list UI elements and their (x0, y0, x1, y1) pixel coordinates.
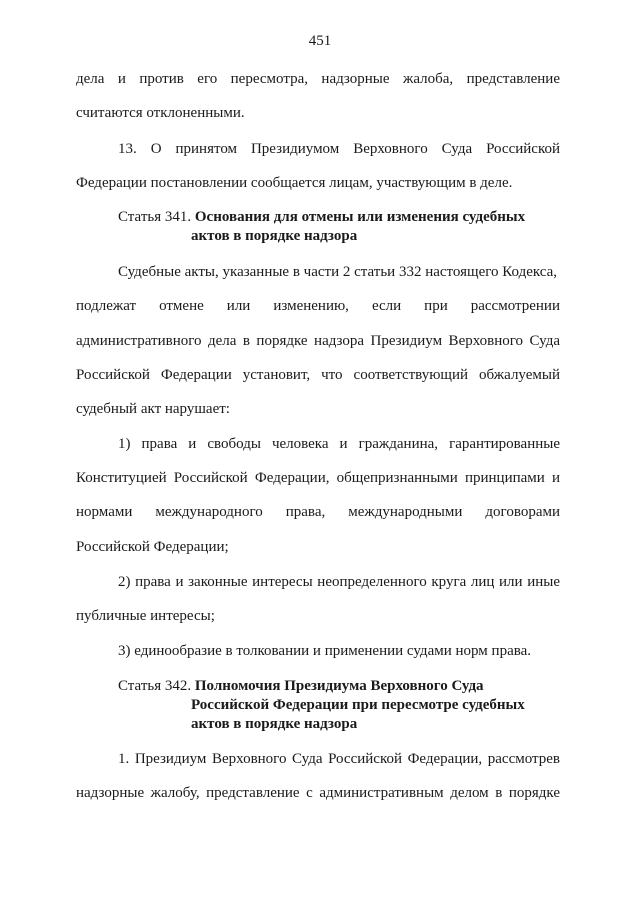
article-342-title-cont: Российской Федерации при пересмотре судебных (191, 697, 525, 713)
article-341-title: Основания для отмены или изменения судебных (194, 209, 526, 225)
article-341-prefix: Статья 341. (118, 209, 195, 225)
article-342-prefix: Статья 342. (118, 678, 195, 694)
article-341-title-cont: актов в порядке надзора (191, 228, 358, 244)
text-line: 1. Президиум Верховного Суда Российской Федерации, рассмотрев (118, 751, 560, 767)
text-line: нормами международного права, международными договорами (76, 504, 560, 520)
text-line: Федерации постановлении сообщается лицам, участвующим в деле. (76, 175, 513, 191)
text-line: считаются отклоненными. (76, 105, 245, 121)
article-342-title-cont: актов в порядке надзора (191, 716, 358, 732)
text-line: Судебные акты, указанные в части 2 статьи 332 настоящего Кодекса, (118, 264, 558, 280)
text-line: Российской Федерации установит, что соответствующий обжалуемый (76, 367, 560, 383)
list-item-1: 1) права и свободы человека и гражданина, гарантированные (118, 436, 560, 452)
article-342-heading (118, 676, 602, 696)
list-item-3: 3) единообразие в толковании и применении судами норм права. (118, 643, 532, 659)
text-line: 13. О принятом Президиумом Верховного Суда Российской (118, 141, 560, 157)
article-342-title: Полномочия Президиума Верховного Суда (194, 678, 484, 694)
text-line: Российской Федерации; (76, 539, 229, 555)
list-item-2: 2) права и законные интересы неопределенного круга лиц или иные (118, 574, 560, 590)
text-line: судебный акт нарушает: (76, 401, 230, 417)
text-line: Конституцией Российской Федерации, общепризнанными принципами и (76, 470, 560, 486)
article-341-heading (118, 207, 602, 227)
page-number: 451 (308, 33, 332, 49)
text-line: административного дела в порядке надзора Президиум Верховного Суда (76, 333, 560, 349)
text-line: дела и против его пересмотра, надзорные жалоба, представление (76, 71, 560, 87)
text-line: надзорные жалобу, представление с административным делом в порядке (76, 785, 560, 801)
text-line: подлежат отмене или изменению, если при рассмотрении (76, 298, 560, 314)
text-line: публичные интересы; (76, 608, 215, 624)
